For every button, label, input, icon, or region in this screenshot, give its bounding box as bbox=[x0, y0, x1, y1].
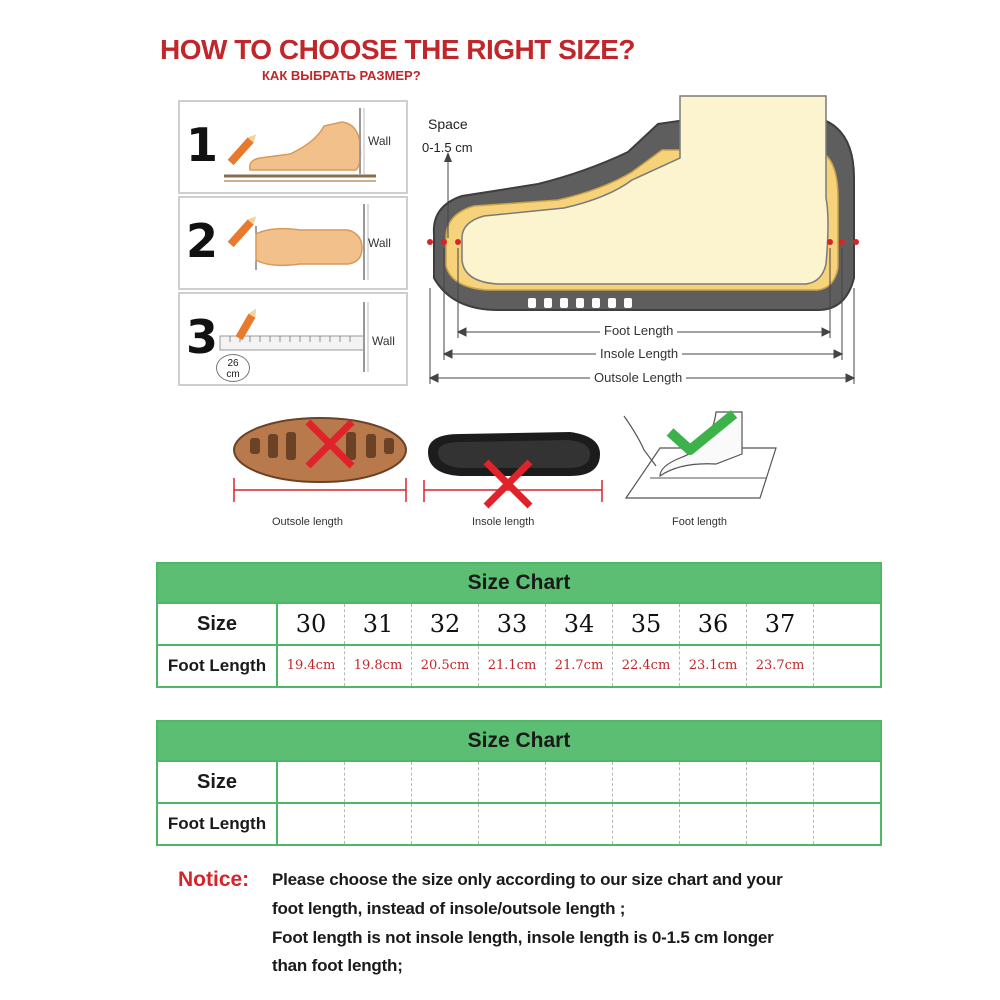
blank-cell bbox=[546, 762, 613, 802]
foot-length-caption: Foot length bbox=[672, 516, 728, 528]
size-chart-title: Size Chart bbox=[158, 564, 880, 602]
wall-label: Wall bbox=[368, 236, 391, 250]
blank-cell bbox=[814, 804, 880, 844]
blank-size-chart-title: Size Chart bbox=[158, 722, 880, 760]
size-cell bbox=[814, 604, 880, 644]
step-1-box bbox=[178, 100, 408, 194]
step-number: 2 bbox=[186, 214, 219, 268]
step-2-box bbox=[178, 196, 408, 290]
notice-line-2: foot length, instead of insole/outsole length ; bbox=[272, 899, 626, 918]
notice-label: Notice: bbox=[178, 868, 250, 891]
foot-length-cell: 21.7cm bbox=[546, 646, 613, 686]
check-icon bbox=[664, 408, 740, 458]
foot-length-cell: 22.4cm bbox=[613, 646, 680, 686]
foot-length-dim-label: Foot Length bbox=[600, 323, 677, 338]
size-cell: 34 bbox=[546, 604, 613, 644]
blank-size-row bbox=[158, 760, 880, 802]
size-row-label: Size bbox=[158, 604, 278, 644]
space-label: Space bbox=[428, 116, 468, 132]
blank-cell bbox=[546, 804, 613, 844]
notice-line-1: Please choose the size only according to our size chart and your bbox=[272, 870, 783, 889]
notice-line-4: than foot length; bbox=[272, 956, 403, 975]
blank-cell bbox=[412, 804, 479, 844]
blank-cell bbox=[479, 804, 546, 844]
blank-cell bbox=[412, 762, 479, 802]
ruler-badge bbox=[216, 354, 250, 382]
wall-label: Wall bbox=[368, 134, 391, 148]
blank-cell bbox=[479, 762, 546, 802]
outsole-length-caption: Outsole length bbox=[272, 516, 343, 528]
blank-foot-length-row bbox=[158, 802, 880, 844]
size-cell: 33 bbox=[479, 604, 546, 644]
blank-cell bbox=[278, 804, 345, 844]
foot-length-row bbox=[158, 644, 880, 686]
page-subtitle: КАК ВЫБРАТЬ РАЗМЕР? bbox=[262, 68, 421, 83]
size-row bbox=[158, 602, 880, 644]
wall-label: Wall bbox=[372, 334, 395, 348]
foot-length-cell bbox=[814, 646, 880, 686]
blank-cell bbox=[278, 762, 345, 802]
ruler-badge-value: 26 bbox=[227, 358, 239, 369]
blank-size-chart-table bbox=[156, 720, 882, 846]
blank-cell bbox=[814, 762, 880, 802]
step-number: 1 bbox=[186, 118, 219, 172]
size-cell: 32 bbox=[412, 604, 479, 644]
step-number: 3 bbox=[186, 310, 219, 364]
space-range-label: 0-1.5 cm bbox=[422, 140, 473, 155]
foot-side-illustration bbox=[220, 108, 400, 188]
blank-cell bbox=[747, 804, 814, 844]
page-title: HOW TO CHOOSE THE RIGHT SIZE? bbox=[160, 34, 635, 65]
foot-length-cell: 21.1cm bbox=[479, 646, 546, 686]
notice-line-3: Foot length is not insole length, insole length is 0-1.5 cm longer bbox=[272, 928, 774, 947]
blank-cell bbox=[613, 762, 680, 802]
size-cell: 37 bbox=[747, 604, 814, 644]
foot-length-cell: 23.1cm bbox=[680, 646, 747, 686]
foot-length-cell: 23.7cm bbox=[747, 646, 814, 686]
size-cell: 31 bbox=[345, 604, 412, 644]
cross-icon bbox=[478, 454, 538, 514]
blank-foot-length-row-label: Foot Length bbox=[158, 804, 278, 844]
foot-length-row-label: Foot Length bbox=[158, 646, 278, 686]
ruler-badge-unit: cm bbox=[226, 369, 240, 380]
size-cell: 36 bbox=[680, 604, 747, 644]
blank-cell bbox=[613, 804, 680, 844]
blank-cell bbox=[345, 804, 412, 844]
foot-length-cell: 19.8cm bbox=[345, 646, 412, 686]
size-cell: 35 bbox=[613, 604, 680, 644]
insole-length-dim-label: Insole Length bbox=[596, 346, 682, 361]
blank-cell bbox=[680, 804, 747, 844]
cross-icon bbox=[300, 414, 360, 474]
foot-length-cell: 20.5cm bbox=[412, 646, 479, 686]
foot-length-cell: 19.4cm bbox=[278, 646, 345, 686]
outsole-length-dim-label: Outsole Length bbox=[590, 370, 686, 385]
step-3-box bbox=[178, 292, 408, 386]
blank-cell bbox=[680, 762, 747, 802]
blank-cell bbox=[747, 762, 814, 802]
insole-length-caption: Insole length bbox=[472, 516, 535, 528]
blank-size-row-label: Size bbox=[158, 762, 278, 802]
blank-cell bbox=[345, 762, 412, 802]
size-cell: 30 bbox=[278, 604, 345, 644]
size-chart-table bbox=[156, 562, 882, 688]
